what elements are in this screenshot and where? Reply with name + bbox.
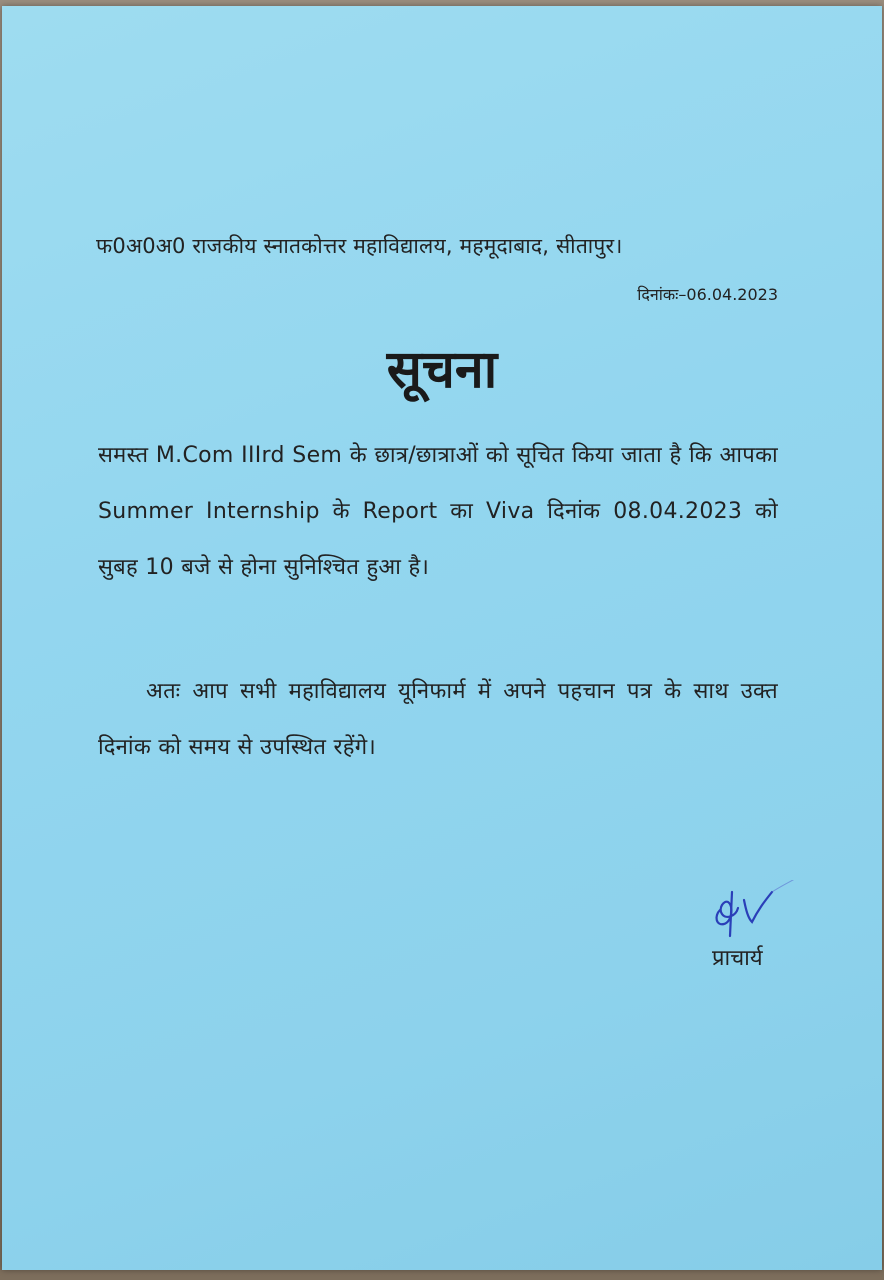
- notice-date: दिनांकः–06.04.2023: [637, 285, 778, 304]
- notice-paper: [2, 6, 882, 1270]
- notice-paragraph-1: समस्त M.Com IIIrd Sem के छात्र/छात्राओं को सूचित किया जाता है कि आपका Summer Internship के Report का Viva दिनांक 08.04.2023 को सुबह 10 बजे से होना सुनिश्चित हुआ है।: [98, 443, 778, 580]
- institution-header: फ0अ0अ0 राजकीय स्नातकोत्तर महाविद्यालय, महमूदाबाद, सीतापुर।: [96, 234, 623, 258]
- notice-paragraph-2: अतः आप सभी महाविद्यालय यूनिफार्म में अपने पहचान पत्र के साथ उक्त दिनांक को समय से उपस्थित रहेंगे।: [98, 679, 778, 760]
- handwritten-signature: [706, 880, 836, 940]
- signatory-label: प्राचार्य: [712, 946, 763, 971]
- notice-title: सूचना: [386, 340, 498, 400]
